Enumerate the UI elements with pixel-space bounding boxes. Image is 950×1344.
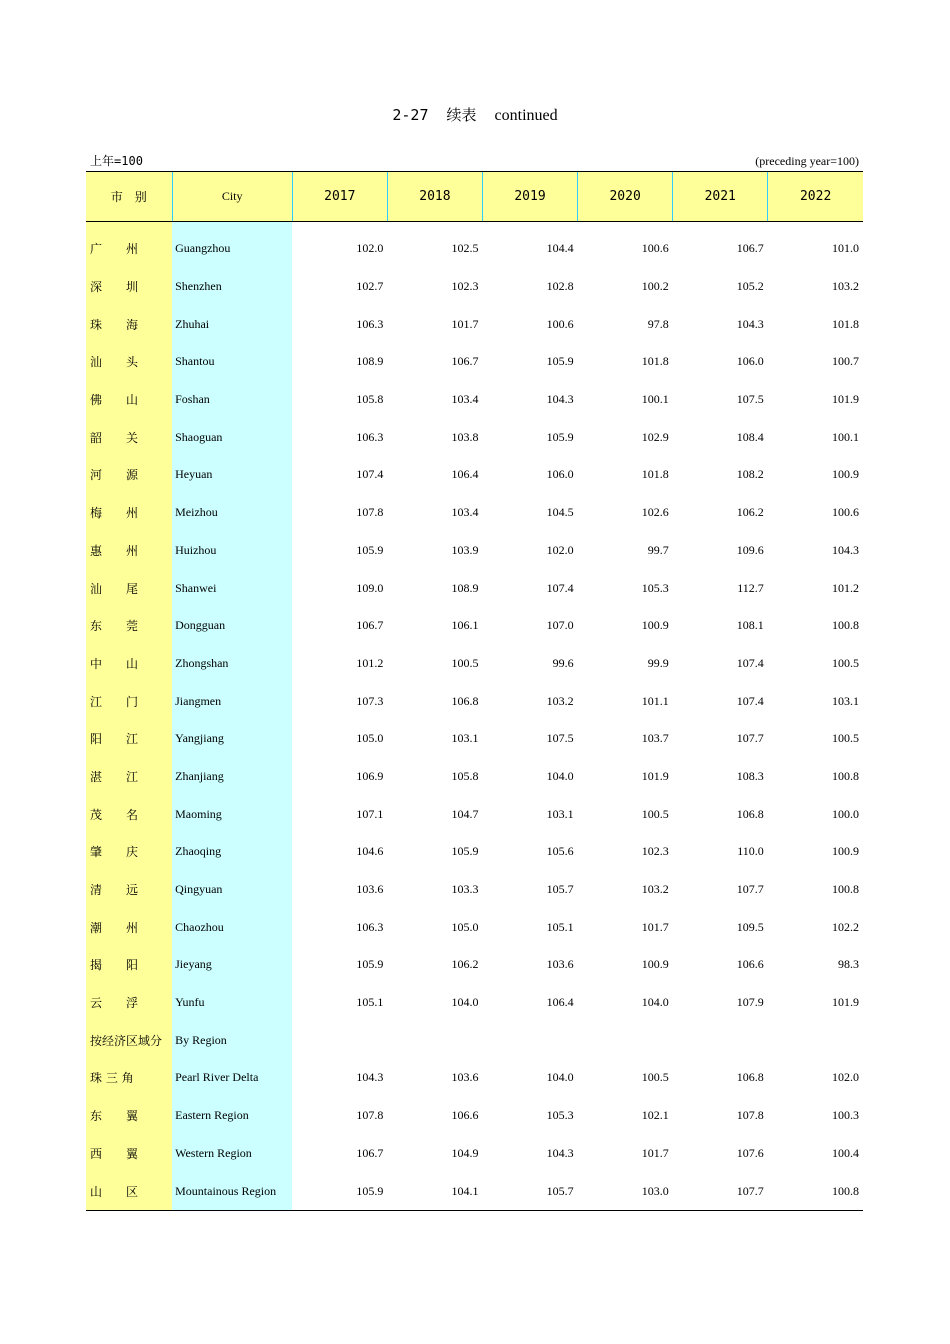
value-cell: 103.4 [451,392,479,407]
value-cell: 107.8 [736,1108,764,1123]
table-row [86,946,863,984]
value-cell: 100.5 [641,806,669,821]
table-row [86,1135,863,1173]
row-label-zh: 东 莞 [86,607,172,645]
value-cell: 105.9 [546,429,574,444]
value-cell: 105.3 [546,1108,574,1123]
value-cell: 100.9 [832,844,859,859]
value-cell: 102.0 [356,241,384,256]
row-label-en: Maoming [172,795,292,833]
row-label-en: Meizhou [172,494,292,532]
row-label-en: Qingyuan [172,871,292,909]
table-row [86,795,863,833]
value-cell: 105.9 [356,542,384,557]
value-cell: 106.2 [451,957,479,972]
value-cell: 100.8 [832,618,859,633]
table-row [86,1059,863,1097]
value-cell: 105.8 [451,768,479,783]
row-label-en: Huizhou [172,532,292,570]
unit-note-zh [90,152,143,169]
row-label-en: Shaoguan [172,418,292,456]
value-cell: 107.1 [356,806,384,821]
row-label-en: Zhaoqing [172,833,292,871]
value-cell: 107.9 [736,995,764,1010]
value-cell: 100.8 [832,768,859,783]
value-cell: 101.7 [641,1145,669,1160]
row-label-zh: 西 翼 [86,1135,172,1173]
unit-note-zh-text: 上年 [90,154,115,168]
value-cell: 103.6 [546,957,574,972]
row-label-zh: 阳 江 [86,720,172,758]
table-row [86,607,863,645]
value-cell: 103.7 [641,731,669,746]
value-cell: 100.9 [832,467,859,482]
value-cell: 107.4 [736,655,764,670]
table-number: 2-27 [392,106,429,124]
value-cell: 104.6 [356,844,384,859]
value-cell: 105.3 [641,580,669,595]
value-cell: 104.3 [832,542,859,557]
data-table [86,171,863,1211]
value-cell: 106.9 [356,768,384,783]
value-cell: 101.9 [832,392,859,407]
value-cell: 100.5 [451,655,479,670]
value-cell: 105.2 [736,279,764,294]
header-year: 2021 [673,172,768,222]
row-label-zh: 揭 阳 [86,946,172,984]
row-label-zh: 广 州 [86,230,172,268]
value-cell: 109.0 [356,580,384,595]
value-cell: 107.7 [673,1172,768,1210]
value-cell: 105.0 [356,731,384,746]
value-cell: 100.0 [832,806,859,821]
row-label-en: Jieyang [172,946,292,984]
value-cell: 101.2 [356,655,384,670]
table-row [86,343,863,381]
unit-note-en: (preceding year=100) [755,154,859,168]
value-cell: 104.0 [641,995,669,1010]
value-cell: 100.5 [832,731,859,746]
value-cell: 99.7 [647,542,669,557]
value-cell: 100.5 [832,655,859,670]
value-cell: 97.8 [647,316,669,331]
value-cell: 100.9 [641,957,669,972]
value-cell: 107.5 [546,731,574,746]
row-label-zh: 江 门 [86,682,172,720]
value-cell: 106.8 [736,806,764,821]
table-row [86,268,863,306]
value-cell: 107.3 [356,693,384,708]
table-body [86,222,863,1211]
row-label-en: Guangzhou [172,230,292,268]
value-cell: 102.6 [641,505,669,520]
value-cell: 106.4 [546,995,574,1010]
value-cell: 100.6 [832,505,859,520]
value-cell: 106.8 [736,1070,764,1085]
row-label-en: Mountainous Region [172,1172,292,1210]
value-cell: 100.4 [832,1145,859,1160]
row-label-zh: 中 山 [86,645,172,683]
row-label-en: Heyuan [172,456,292,494]
row-label-zh: 潮 州 [86,908,172,946]
value-cell: 107.8 [356,505,384,520]
header-year: 2018 [387,172,482,222]
value-cell: 103.4 [451,505,479,520]
value-cell: 106.3 [356,316,384,331]
row-label-en: Zhanjiang [172,758,292,796]
spacer-cell [86,222,172,231]
value-cell: 102.2 [832,919,859,934]
value-cell: 108.3 [736,768,764,783]
value-cell: 106.1 [451,618,479,633]
row-label-zh: 肇 庆 [86,833,172,871]
row-label-zh: 东 翼 [86,1097,172,1135]
table-row [86,230,863,268]
value-cell: 107.0 [546,618,574,633]
value-cell: 105.7 [546,882,574,897]
value-cell: 99.9 [647,655,669,670]
value-cell: 106.7 [356,618,384,633]
value-cell: 100.1 [641,392,669,407]
value-cell: 98.3 [838,957,859,972]
value-cell [578,1021,673,1059]
value-cell: 99.6 [552,655,574,670]
value-cell [387,1021,482,1059]
value-cell: 107.7 [736,882,764,897]
value-cell: 104.9 [451,1145,479,1160]
value-cell: 105.6 [546,844,574,859]
row-label-zh: 深 圳 [86,268,172,306]
value-cell: 107.5 [736,392,764,407]
value-cell: 101.9 [832,995,859,1010]
value-cell: 101.2 [832,580,859,595]
table-row [86,1097,863,1135]
value-cell: 103.6 [451,1070,479,1085]
row-label-en: Zhongshan [172,645,292,683]
value-cell: 104.5 [546,505,574,520]
value-cell: 101.8 [641,354,669,369]
value-cell: 100.6 [641,241,669,256]
row-label-en: Jiangmen [172,682,292,720]
value-cell: 107.6 [736,1145,764,1160]
header-year: 2017 [292,172,387,222]
value-cell: 100.6 [546,316,574,331]
value-cell: 103.9 [451,542,479,557]
value-cell: 100.3 [832,1108,859,1123]
row-label-en: By Region [172,1021,292,1059]
value-cell: 103.0 [578,1172,673,1210]
value-cell: 105.9 [356,957,384,972]
value-cell: 102.0 [546,542,574,557]
value-cell [482,1021,577,1059]
value-cell: 107.7 [736,731,764,746]
table-row [86,1021,863,1059]
header-city-en: City [172,172,292,222]
value-cell: 107.4 [736,693,764,708]
value-cell: 106.7 [736,241,764,256]
value-cell: 103.1 [832,693,859,708]
value-cell: 105.9 [546,354,574,369]
value-cell: 108.4 [736,429,764,444]
header-year: 2019 [482,172,577,222]
value-cell: 103.2 [641,882,669,897]
table-row [86,871,863,909]
value-cell: 107.4 [546,580,574,595]
row-label-en: Zhuhai [172,305,292,343]
value-cell: 102.9 [641,429,669,444]
value-cell: 106.0 [546,467,574,482]
value-cell: 104.7 [451,806,479,821]
header-row [86,172,863,222]
table-row [86,305,863,343]
table-row [86,532,863,570]
value-cell: 108.9 [451,580,479,595]
row-label-zh: 韶 关 [86,418,172,456]
row-label-zh: 珠 海 [86,305,172,343]
table-row [86,418,863,456]
value-cell: 106.6 [736,957,764,972]
table-row [86,1172,863,1210]
value-cell: 104.3 [736,316,764,331]
value-cell: 105.7 [482,1172,577,1210]
value-cell: 106.3 [356,919,384,934]
value-cell: 101.1 [641,693,669,708]
value-cell [292,1021,387,1059]
row-label-zh: 按经济区域分 [86,1021,172,1059]
value-cell: 107.8 [356,1108,384,1123]
table-row [86,833,863,871]
value-cell: 100.8 [832,882,859,897]
value-cell: 109.5 [736,919,764,934]
table-title [0,104,950,125]
value-cell: 108.9 [356,354,384,369]
row-label-en: Shenzhen [172,268,292,306]
value-cell: 106.7 [451,354,479,369]
value-cell: 105.1 [546,919,574,934]
value-cell: 101.7 [451,316,479,331]
value-cell: 102.8 [546,279,574,294]
value-cell: 109.6 [736,542,764,557]
value-cell: 102.3 [641,844,669,859]
row-label-en: Dongguan [172,607,292,645]
value-cell: 102.3 [451,279,479,294]
header-city-zh: 市 别 [86,172,172,222]
unit-note-eq: =100 [114,154,143,168]
table-row [86,381,863,419]
spacer-row [86,222,863,231]
row-label-en: Foshan [172,381,292,419]
value-cell: 103.8 [451,429,479,444]
row-label-zh: 惠 州 [86,532,172,570]
value-cell: 105.8 [356,392,384,407]
row-label-zh: 汕 头 [86,343,172,381]
value-cell: 104.3 [356,1070,384,1085]
title-en: continued [494,107,558,124]
row-label-en: Pearl River Delta [172,1059,292,1097]
value-cell: 106.4 [451,467,479,482]
value-cell: 104.3 [546,392,574,407]
value-cell: 100.7 [832,354,859,369]
row-label-zh: 山 区 [86,1172,172,1210]
value-cell: 107.4 [356,467,384,482]
spacer-cell [172,222,292,231]
value-cell: 100.1 [832,429,859,444]
value-cell: 100.9 [641,618,669,633]
value-cell: 102.5 [451,241,479,256]
value-cell: 105.0 [451,919,479,934]
value-cell: 104.4 [546,241,574,256]
row-label-zh: 茂 名 [86,795,172,833]
value-cell: 103.2 [546,693,574,708]
value-cell: 106.3 [356,429,384,444]
table-row [86,494,863,532]
row-label-en: Chaozhou [172,908,292,946]
value-cell: 108.2 [736,467,764,482]
value-cell: 104.0 [451,995,479,1010]
value-cell: 101.8 [832,316,859,331]
row-label-en: Yangjiang [172,720,292,758]
value-cell: 104.0 [546,768,574,783]
value-cell: 105.9 [292,1172,387,1210]
value-cell: 103.1 [546,806,574,821]
value-cell: 101.9 [641,768,669,783]
row-label-zh: 河 源 [86,456,172,494]
row-label-zh: 珠 三 角 [86,1059,172,1097]
spacer-cell [292,222,863,231]
table-row [86,682,863,720]
value-cell: 100.8 [768,1172,863,1210]
value-cell: 101.0 [832,241,859,256]
value-cell [768,1021,863,1059]
value-cell: 103.6 [356,882,384,897]
value-cell: 104.0 [546,1070,574,1085]
row-label-en: Western Region [172,1135,292,1173]
value-cell: 106.6 [451,1108,479,1123]
value-cell: 102.1 [641,1108,669,1123]
value-cell: 100.5 [641,1070,669,1085]
value-cell: 106.2 [736,505,764,520]
value-cell: 102.0 [832,1070,859,1085]
value-cell: 108.1 [736,618,764,633]
table-row [86,456,863,494]
table-row [86,645,863,683]
table-row [86,569,863,607]
row-label-en: Yunfu [172,984,292,1022]
value-cell: 106.0 [736,354,764,369]
value-cell: 110.0 [737,844,764,859]
value-cell [673,1021,768,1059]
row-label-en: Eastern Region [172,1097,292,1135]
row-label-zh: 云 浮 [86,984,172,1022]
value-cell: 104.1 [387,1172,482,1210]
header-year: 2022 [768,172,863,222]
value-cell: 100.2 [641,279,669,294]
value-cell: 103.3 [451,882,479,897]
value-cell: 104.3 [546,1145,574,1160]
row-label-en: Shanwei [172,569,292,607]
title-zh: 续表 [446,106,477,124]
value-cell: 103.2 [832,279,859,294]
value-cell: 102.7 [356,279,384,294]
value-cell: 105.9 [451,844,479,859]
value-cell: 101.7 [641,919,669,934]
row-label-zh: 汕 尾 [86,569,172,607]
row-label-zh: 清 远 [86,871,172,909]
row-label-zh: 佛 山 [86,381,172,419]
table-row [86,720,863,758]
row-label-zh: 梅 州 [86,494,172,532]
table-row [86,984,863,1022]
value-cell: 106.8 [451,693,479,708]
header-year: 2020 [578,172,673,222]
value-cell: 103.1 [451,731,479,746]
table-row [86,758,863,796]
row-label-en: Shantou [172,343,292,381]
value-cell: 105.1 [356,995,384,1010]
value-cell: 106.7 [356,1145,384,1160]
table-row [86,908,863,946]
value-cell: 112.7 [737,580,764,595]
value-cell: 101.8 [641,467,669,482]
row-label-zh: 湛 江 [86,758,172,796]
